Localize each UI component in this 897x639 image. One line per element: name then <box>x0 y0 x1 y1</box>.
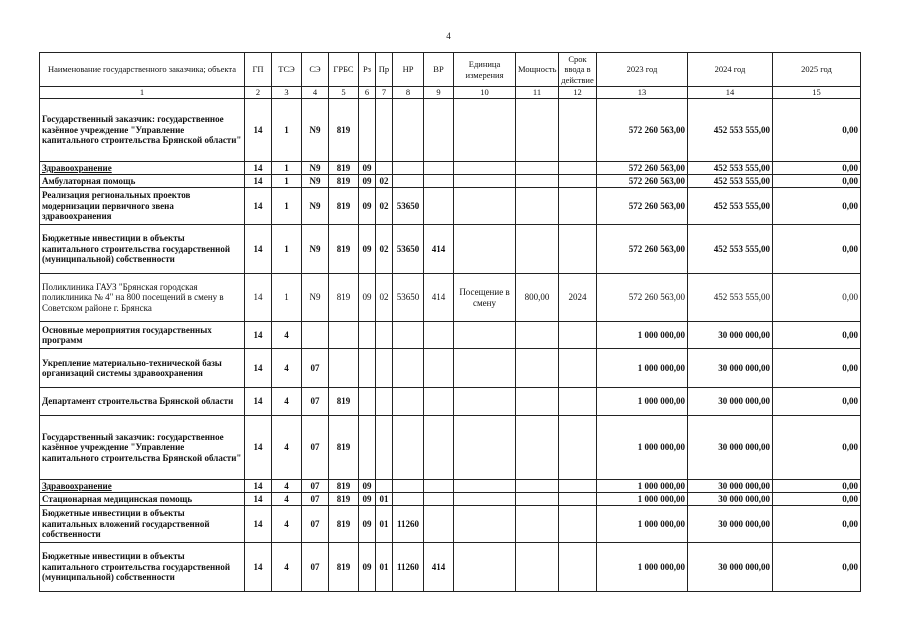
cell-pr <box>376 349 393 388</box>
row-name: Поликлиника ГАУЗ "Брянская городская поликлиника № 4" на 800 посещений в смену в Советском районе г. Брянска <box>40 274 245 322</box>
cell-2024: 30 000 000,00 <box>688 543 773 592</box>
cell-pr: 02 <box>376 188 393 225</box>
cell-capacity <box>516 506 559 543</box>
table-row <box>40 480 861 493</box>
header-row <box>40 53 861 87</box>
cell-nr <box>393 388 424 416</box>
row-name: Амбулаторная помощь <box>40 175 245 188</box>
cell-rz: 09 <box>359 543 376 592</box>
table-row <box>40 274 861 322</box>
cell-2023: 572 260 563,00 <box>597 175 688 188</box>
cell-grbs: 819 <box>329 162 359 175</box>
row-name: Здравоохранение <box>40 480 245 493</box>
column-number: 3 <box>272 87 302 99</box>
cell-se: 07 <box>302 506 329 543</box>
cell-rz <box>359 322 376 349</box>
cell-tse: 1 <box>272 99 302 162</box>
cell-2023: 572 260 563,00 <box>597 162 688 175</box>
cell-2024: 452 553 555,00 <box>688 175 773 188</box>
column-number: 12 <box>559 87 597 99</box>
cell-2023: 1 000 000,00 <box>597 349 688 388</box>
cell-term <box>559 225 597 274</box>
cell-grbs: 819 <box>329 506 359 543</box>
cell-2024: 452 553 555,00 <box>688 274 773 322</box>
cell-2025: 0,00 <box>773 543 861 592</box>
cell-term <box>559 388 597 416</box>
cell-2024: 30 000 000,00 <box>688 416 773 480</box>
cell-pr <box>376 99 393 162</box>
cell-unit <box>454 175 516 188</box>
cell-2025: 0,00 <box>773 188 861 225</box>
cell-grbs: 819 <box>329 175 359 188</box>
cell-2024: 452 553 555,00 <box>688 188 773 225</box>
cell-2024: 30 000 000,00 <box>688 480 773 493</box>
cell-gp: 14 <box>245 349 272 388</box>
cell-unit <box>454 543 516 592</box>
cell-2024: 452 553 555,00 <box>688 162 773 175</box>
row-name: Основные мероприятия государственных программ <box>40 322 245 349</box>
cell-se: N9 <box>302 188 329 225</box>
cell-vr <box>424 493 454 506</box>
cell-term <box>559 349 597 388</box>
cell-tse: 4 <box>272 506 302 543</box>
cell-vr <box>424 349 454 388</box>
cell-2025: 0,00 <box>773 493 861 506</box>
cell-pr <box>376 416 393 480</box>
cell-grbs: 819 <box>329 188 359 225</box>
cell-2025: 0,00 <box>773 388 861 416</box>
cell-2023: 1 000 000,00 <box>597 506 688 543</box>
cell-2025: 0,00 <box>773 225 861 274</box>
column-number: 2 <box>245 87 272 99</box>
cell-gp: 14 <box>245 543 272 592</box>
cell-term <box>559 188 597 225</box>
cell-2023: 1 000 000,00 <box>597 493 688 506</box>
cell-gp: 14 <box>245 225 272 274</box>
cell-nr: 53650 <box>393 274 424 322</box>
cell-2024: 452 553 555,00 <box>688 99 773 162</box>
cell-capacity <box>516 162 559 175</box>
cell-nr <box>393 480 424 493</box>
cell-gp: 14 <box>245 162 272 175</box>
cell-2025: 0,00 <box>773 349 861 388</box>
cell-rz <box>359 99 376 162</box>
cell-vr <box>424 175 454 188</box>
cell-unit <box>454 349 516 388</box>
cell-se: N9 <box>302 99 329 162</box>
header-2024: 2024 год <box>688 53 773 87</box>
header-grbs: ГРБС <box>329 53 359 87</box>
cell-2023: 1 000 000,00 <box>597 543 688 592</box>
cell-unit <box>454 162 516 175</box>
cell-rz: 09 <box>359 493 376 506</box>
cell-tse: 1 <box>272 274 302 322</box>
cell-term <box>559 175 597 188</box>
cell-gp: 14 <box>245 388 272 416</box>
row-name: Здравоохранение <box>40 162 245 175</box>
cell-se <box>302 322 329 349</box>
row-name: Департамент строительства Брянской области <box>40 388 245 416</box>
cell-capacity <box>516 480 559 493</box>
cell-gp: 14 <box>245 188 272 225</box>
cell-gp: 14 <box>245 506 272 543</box>
cell-capacity <box>516 349 559 388</box>
header-vr: ВР <box>424 53 454 87</box>
cell-tse: 1 <box>272 225 302 274</box>
table-row <box>40 175 861 188</box>
cell-tse: 4 <box>272 416 302 480</box>
cell-tse: 4 <box>272 543 302 592</box>
cell-se: N9 <box>302 162 329 175</box>
cell-2024: 452 553 555,00 <box>688 225 773 274</box>
cell-se: N9 <box>302 175 329 188</box>
cell-unit: Посещение в смену <box>454 274 516 322</box>
table-row <box>40 416 861 480</box>
cell-rz: 09 <box>359 175 376 188</box>
row-name: Бюджетные инвестиции в объекты капитального строительства государственной (муниципальной) собственности <box>40 543 245 592</box>
cell-capacity <box>516 416 559 480</box>
column-number: 14 <box>688 87 773 99</box>
column-number: 9 <box>424 87 454 99</box>
cell-nr: 11260 <box>393 543 424 592</box>
cell-2023: 1 000 000,00 <box>597 388 688 416</box>
cell-gp: 14 <box>245 416 272 480</box>
cell-unit <box>454 493 516 506</box>
cell-se: 07 <box>302 480 329 493</box>
cell-nr: 53650 <box>393 225 424 274</box>
column-number: 10 <box>454 87 516 99</box>
cell-se: 07 <box>302 543 329 592</box>
cell-rz: 09 <box>359 506 376 543</box>
column-number: 6 <box>359 87 376 99</box>
cell-rz <box>359 416 376 480</box>
column-number: 5 <box>329 87 359 99</box>
cell-vr: 414 <box>424 543 454 592</box>
cell-nr <box>393 175 424 188</box>
cell-capacity: 800,00 <box>516 274 559 322</box>
table-row <box>40 99 861 162</box>
header-term: Срок ввода в действие <box>559 53 597 87</box>
header-nr: НР <box>393 53 424 87</box>
cell-grbs: 819 <box>329 493 359 506</box>
cell-nr <box>393 349 424 388</box>
cell-nr <box>393 99 424 162</box>
cell-se: 07 <box>302 349 329 388</box>
cell-grbs: 819 <box>329 274 359 322</box>
cell-gp: 14 <box>245 322 272 349</box>
table-row <box>40 322 861 349</box>
cell-unit <box>454 416 516 480</box>
column-number: 7 <box>376 87 393 99</box>
column-number: 13 <box>597 87 688 99</box>
cell-grbs: 819 <box>329 416 359 480</box>
table-row <box>40 349 861 388</box>
cell-capacity <box>516 188 559 225</box>
cell-grbs: 819 <box>329 99 359 162</box>
cell-vr <box>424 506 454 543</box>
cell-grbs <box>329 322 359 349</box>
cell-unit <box>454 322 516 349</box>
cell-capacity <box>516 225 559 274</box>
cell-2023: 572 260 563,00 <box>597 99 688 162</box>
cell-rz <box>359 349 376 388</box>
header-gp: ГП <box>245 53 272 87</box>
cell-capacity <box>516 493 559 506</box>
cell-2025: 0,00 <box>773 322 861 349</box>
header-capacity: Мощность <box>516 53 559 87</box>
cell-pr: 02 <box>376 274 393 322</box>
cell-2024: 30 000 000,00 <box>688 322 773 349</box>
page-number: 4 <box>446 31 451 41</box>
cell-2023: 1 000 000,00 <box>597 480 688 493</box>
row-name: Укрепление материально-технической базы организаций системы здравоохранения <box>40 349 245 388</box>
cell-vr <box>424 322 454 349</box>
cell-2023: 572 260 563,00 <box>597 274 688 322</box>
cell-term <box>559 506 597 543</box>
column-number: 15 <box>773 87 861 99</box>
cell-2023: 1 000 000,00 <box>597 322 688 349</box>
cell-se: 07 <box>302 416 329 480</box>
cell-vr: 414 <box>424 225 454 274</box>
row-name: Стационарная медицинская помощь <box>40 493 245 506</box>
cell-nr <box>393 162 424 175</box>
cell-nr <box>393 416 424 480</box>
cell-grbs: 819 <box>329 388 359 416</box>
cell-2025: 0,00 <box>773 416 861 480</box>
row-name: Бюджетные инвестиции в объекты капитального строительства государственной (муниципальной) собственности <box>40 225 245 274</box>
cell-se: 07 <box>302 388 329 416</box>
cell-pr: 01 <box>376 506 393 543</box>
cell-pr: 02 <box>376 175 393 188</box>
header-tse: ТСЭ <box>272 53 302 87</box>
cell-rz: 09 <box>359 274 376 322</box>
cell-pr: 01 <box>376 493 393 506</box>
cell-2024: 30 000 000,00 <box>688 388 773 416</box>
cell-2024: 30 000 000,00 <box>688 349 773 388</box>
cell-2025: 0,00 <box>773 506 861 543</box>
header-unit: Единица измерения <box>454 53 516 87</box>
cell-rz: 09 <box>359 162 376 175</box>
cell-term <box>559 543 597 592</box>
cell-vr <box>424 416 454 480</box>
cell-2023: 572 260 563,00 <box>597 225 688 274</box>
header-2025: 2025 год <box>773 53 861 87</box>
cell-gp: 14 <box>245 175 272 188</box>
cell-gp: 14 <box>245 274 272 322</box>
cell-se: N9 <box>302 225 329 274</box>
cell-pr: 01 <box>376 543 393 592</box>
cell-rz: 09 <box>359 225 376 274</box>
column-number: 11 <box>516 87 559 99</box>
cell-unit <box>454 99 516 162</box>
cell-nr <box>393 493 424 506</box>
header-2023: 2023 год <box>597 53 688 87</box>
cell-pr <box>376 322 393 349</box>
cell-tse: 4 <box>272 493 302 506</box>
cell-2025: 0,00 <box>773 99 861 162</box>
cell-2025: 0,00 <box>773 274 861 322</box>
cell-pr <box>376 162 393 175</box>
cell-rz: 09 <box>359 188 376 225</box>
column-number: 4 <box>302 87 329 99</box>
cell-unit <box>454 225 516 274</box>
header-se: СЭ <box>302 53 329 87</box>
cell-2025: 0,00 <box>773 480 861 493</box>
cell-pr <box>376 480 393 493</box>
cell-nr: 11260 <box>393 506 424 543</box>
cell-vr <box>424 99 454 162</box>
cell-rz <box>359 388 376 416</box>
cell-unit <box>454 480 516 493</box>
cell-2024: 30 000 000,00 <box>688 493 773 506</box>
cell-capacity <box>516 99 559 162</box>
cell-unit <box>454 188 516 225</box>
cell-term <box>559 416 597 480</box>
cell-capacity <box>516 322 559 349</box>
cell-gp: 14 <box>245 480 272 493</box>
cell-vr <box>424 162 454 175</box>
table-row <box>40 225 861 274</box>
cell-se: 07 <box>302 493 329 506</box>
row-name: Государственный заказчик: государственное казённое учреждение "Управление капитального строительства Брянской области" <box>40 99 245 162</box>
cell-pr: 02 <box>376 225 393 274</box>
cell-unit <box>454 388 516 416</box>
cell-tse: 1 <box>272 188 302 225</box>
cell-term <box>559 99 597 162</box>
cell-2024: 30 000 000,00 <box>688 506 773 543</box>
cell-rz: 09 <box>359 480 376 493</box>
cell-pr <box>376 388 393 416</box>
cell-grbs: 819 <box>329 543 359 592</box>
cell-2023: 572 260 563,00 <box>597 188 688 225</box>
cell-vr <box>424 480 454 493</box>
header-name: Наименование государственного заказчика; объекта <box>40 53 245 87</box>
cell-term <box>559 322 597 349</box>
column-number: 8 <box>393 87 424 99</box>
cell-vr <box>424 388 454 416</box>
row-name: Государственный заказчик: государственное казённое учреждение "Управление капитального строительства Брянской области" <box>40 416 245 480</box>
cell-tse: 4 <box>272 322 302 349</box>
cell-capacity <box>516 388 559 416</box>
cell-gp: 14 <box>245 493 272 506</box>
cell-grbs <box>329 349 359 388</box>
cell-gp: 14 <box>245 99 272 162</box>
table-row <box>40 543 861 592</box>
cell-capacity <box>516 175 559 188</box>
cell-se: N9 <box>302 274 329 322</box>
table-row <box>40 162 861 175</box>
cell-nr <box>393 322 424 349</box>
cell-2025: 0,00 <box>773 162 861 175</box>
cell-tse: 1 <box>272 162 302 175</box>
table-row <box>40 493 861 506</box>
cell-grbs: 819 <box>329 480 359 493</box>
header-pr: Пр <box>376 53 393 87</box>
budget-table <box>39 52 861 592</box>
cell-vr: 414 <box>424 274 454 322</box>
cell-term <box>559 162 597 175</box>
cell-nr: 53650 <box>393 188 424 225</box>
table-row <box>40 188 861 225</box>
cell-capacity <box>516 543 559 592</box>
cell-term <box>559 493 597 506</box>
column-number-row <box>40 87 861 99</box>
cell-2023: 1 000 000,00 <box>597 416 688 480</box>
row-name: Реализация региональных проектов модернизации первичного звена здравоохранения <box>40 188 245 225</box>
row-name: Бюджетные инвестиции в объекты капитальных вложений государственной собственности <box>40 506 245 543</box>
cell-term: 2024 <box>559 274 597 322</box>
cell-term <box>559 480 597 493</box>
table-row <box>40 388 861 416</box>
cell-tse: 1 <box>272 175 302 188</box>
cell-tse: 4 <box>272 349 302 388</box>
cell-2025: 0,00 <box>773 175 861 188</box>
cell-tse: 4 <box>272 480 302 493</box>
cell-tse: 4 <box>272 388 302 416</box>
table-row <box>40 506 861 543</box>
cell-vr <box>424 188 454 225</box>
column-number: 1 <box>40 87 245 99</box>
cell-grbs: 819 <box>329 225 359 274</box>
cell-unit <box>454 506 516 543</box>
header-rz: Рз <box>359 53 376 87</box>
